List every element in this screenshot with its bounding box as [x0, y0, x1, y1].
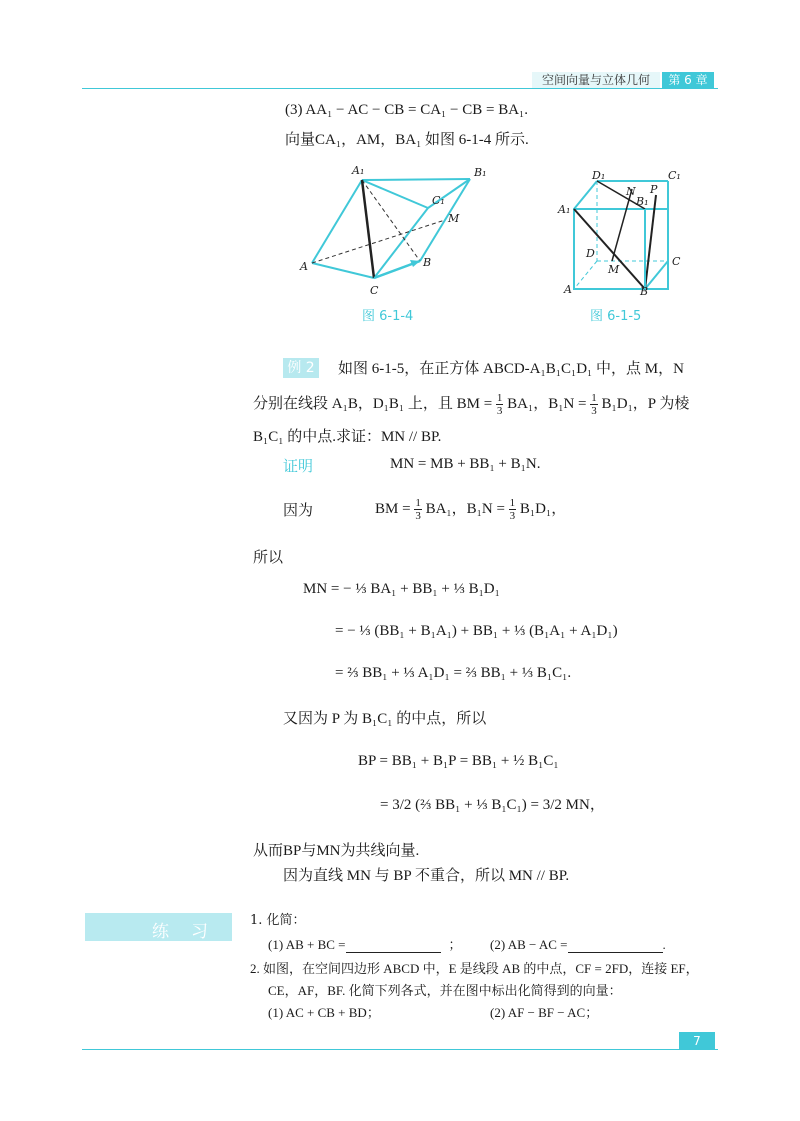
exercise-q2-part1: (1) AC + CB + BD；	[268, 1005, 380, 1020]
exercise-q1-part1: (1) AB + BC = ；	[268, 937, 462, 952]
fig4-label-a1: A₁	[352, 164, 365, 177]
exercise-title: 练习	[152, 922, 230, 942]
vector-figure-reference: 向量CA₁，AM，BA₁ 如图 6-1-4 所示.	[285, 132, 529, 148]
example-text-line2: 分别在线段 A₁B，D₁B₁ 上，且 BM = $\frac{1}{3}$ BA₁，B₁N = $\frac{1}{3}$ B₁D₁，P 为棱	[253, 392, 690, 417]
figure-caption-6-1-4: 图 6-1-4	[362, 309, 414, 324]
fig4-label-b1: B₁	[474, 166, 487, 179]
exercise-q2-line1: 2. 如图，在空间四边形 ABCD 中，E 是线段 AB 的中点，CF = 2FD，连接 EF，	[250, 961, 699, 976]
vector-equation-line: (3) AA₁ − AC − CB = CA₁ − CB = BA₁.	[285, 102, 529, 118]
proof-also: 又因为 P 为 B₁C₁ 的中点，所以	[283, 711, 487, 727]
fig5-label-p: P	[650, 183, 658, 196]
example-badge: 例 2	[283, 358, 319, 378]
proof-eq1: MN = MB + BB₁ + B₁N.	[390, 456, 541, 472]
fig4-label-m: M	[448, 212, 460, 225]
fig5-label-b: B	[640, 285, 649, 295]
page-number: 7	[679, 1032, 715, 1050]
figure-6-1-5	[550, 165, 690, 295]
proof-eq3-line3: = ⅔ BB₁ + ⅓ A₁D₁ = ⅔ BB₁ + ⅓ B₁C₁.	[335, 665, 572, 681]
proof-eq4-line1: BP = BB₁ + B₁P = BB₁ + ½ B₁C₁	[358, 753, 559, 769]
proof-so: 所以	[253, 548, 284, 566]
fig4-label-b: B	[423, 256, 432, 269]
example-text-line3: B₁C₁ 的中点.求证：MN // BP.	[253, 429, 442, 445]
proof-eq3-line1: MN = − ⅓ BA₁ + BB₁ + ⅓ B₁D₁	[303, 581, 500, 597]
proof-conclusion1: 从而BP与MN为共线向量.	[253, 843, 420, 859]
header-rule	[82, 88, 718, 89]
answer-blank-1[interactable]	[346, 938, 441, 953]
fig5-label-b1: B₁	[636, 195, 649, 208]
proof-eq4-line2: = 3/2 (⅔ BB₁ + ⅓ B₁C₁) = 3/2 MN，	[380, 797, 605, 813]
fig5-label-d: D	[586, 247, 595, 260]
exercise-q1-part2: (2) AB − AC = .	[490, 937, 666, 952]
proof-conclusion2: 因为直线 MN 与 BP 不重合，所以 MN // BP.	[283, 868, 570, 884]
exercise-q2-part2: (2) AF − BF − AC；	[490, 1005, 599, 1020]
proof-because: 因为	[283, 501, 314, 519]
fig4-label-c1: C₁	[432, 194, 445, 207]
fig5-label-d1: D₁	[592, 169, 606, 182]
figure-6-1-4	[290, 160, 490, 300]
fig5-label-c: C	[672, 255, 681, 268]
figure-caption-6-1-5: 图 6-1-5	[590, 309, 642, 324]
fig4-label-a: A	[300, 260, 308, 273]
proof-eq2: BM = $\frac{1}{3}$ BA₁，B₁N = $\frac{1}{3}$ B₁D₁，	[375, 497, 567, 522]
fig4-label-c: C	[370, 284, 379, 297]
fig5-label-n: N	[626, 185, 636, 198]
footer-rule	[82, 1049, 718, 1050]
exercise-q2-line2: CE，AF，BF. 化简下列各式，并在图中标出化简得到的向量：	[268, 983, 622, 998]
example-text-line1: 如图 6-1-5，在正方体 ABCD-A₁B₁C₁D₁ 中，点 M，N	[338, 361, 684, 377]
section-title: 空间向量与立体几何	[532, 72, 660, 88]
fig5-label-c1: C₁	[668, 169, 681, 182]
exercise-q1-label: 1. 化简：	[250, 913, 306, 928]
fig5-label-m: M	[608, 263, 620, 276]
fig5-label-a: A	[564, 283, 572, 295]
fig5-label-a1: A₁	[558, 203, 571, 216]
answer-blank-2[interactable]	[568, 938, 663, 953]
proof-label: 证明	[283, 457, 314, 475]
proof-eq3-line2: = − ⅓ (BB₁ + B₁A₁) + BB₁ + ⅓ (B₁A₁ + A₁D₁)	[335, 623, 618, 639]
chapter-badge: 第 6 章	[662, 72, 714, 88]
